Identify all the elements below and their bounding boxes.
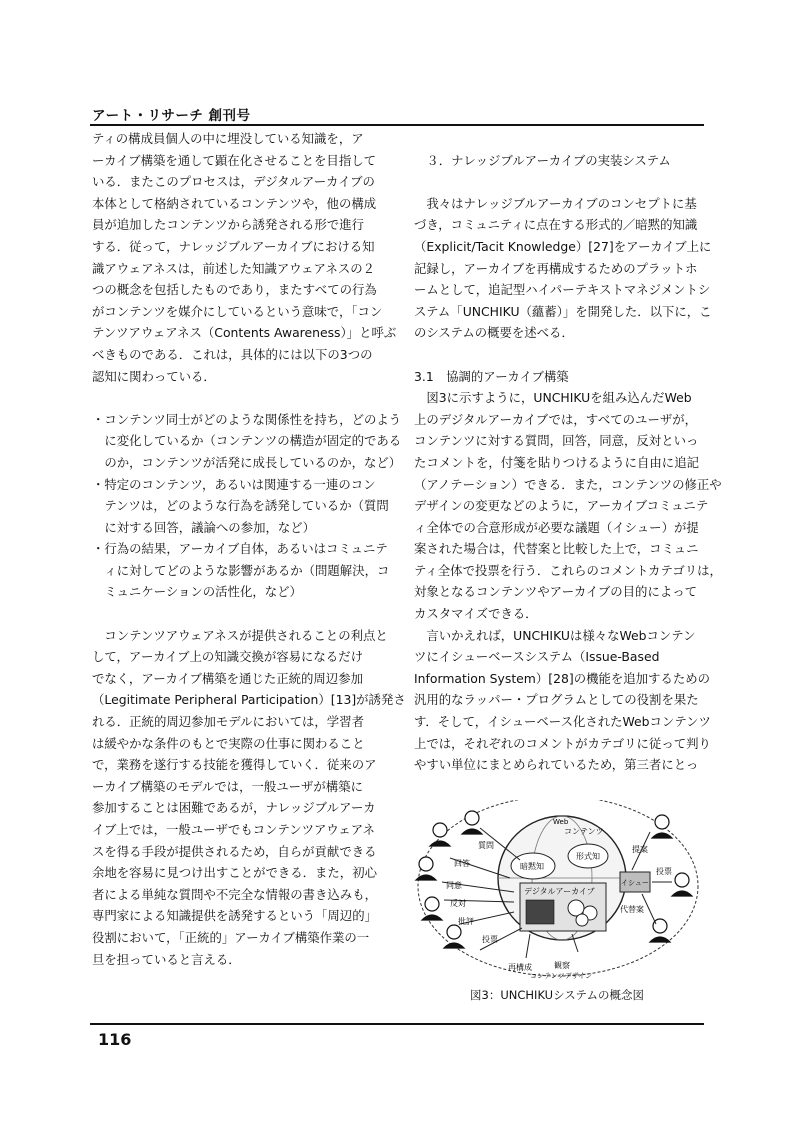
text-line: [414, 171, 706, 193]
text-line: カスタマイズできる．: [414, 606, 538, 622]
text-line: 認知に関わっている．: [92, 368, 216, 384]
footer-rule: [90, 1023, 704, 1025]
right-column: [414, 128, 722, 776]
text-line: 役割において，「正統的」アーカイブ構築作業の一: [92, 929, 370, 945]
text-line: テンツアウェアネス（Contents Awareness）」と呼ぶ: [92, 325, 397, 341]
label-answer: 回答: [454, 859, 470, 868]
text-line: ・コンテンツ同士がどのような関係性を持ち，どのよう: [92, 411, 402, 427]
text-line: コンテンツアウェアネスが提供されることの利点と: [92, 627, 388, 643]
text-line: ーカイブ構築を通して顕在化させることを目指して: [92, 152, 376, 168]
text-line: [92, 387, 388, 409]
text-line: （Explicit/Tacit Knowledge）[27]をアーカイブ上に: [414, 238, 712, 254]
concept-diagram: [410, 800, 706, 980]
figure-caption: 図3：UNCHIKUシステムの概念図: [470, 988, 644, 1002]
text-line: ミュニケーションの活性化，など）: [92, 584, 302, 600]
text-line: に対する回答，議論への参加，など）: [92, 519, 316, 535]
user-icons-left: [416, 811, 482, 948]
text-line: に変化しているか（コンテンツの構造が固定的である: [92, 433, 402, 449]
text-line: ームとして，追記型ハイパーテキストマネジメントシ: [414, 282, 711, 298]
text-line: 員が追加したコンテンツから誘発される形で進行: [92, 217, 364, 233]
text-line: のか，コンテンツが活発に成長しているのか，など）: [92, 454, 402, 470]
label-question: 質問: [478, 841, 494, 850]
text-line: 余地を容易に見つけ出すことができる．また，初心: [92, 865, 377, 881]
text-line: （アノテーション）できる．また，コンテンツの修正や: [414, 476, 722, 492]
label-web: Web: [553, 818, 569, 826]
text-line: のシステムの概要を述べる．: [414, 325, 574, 341]
text-line: ィに対してどのような影響があるか（問題解決，コ: [92, 562, 390, 578]
text-line: 図3に示すように，UNCHIKUを組み込んだWeb: [414, 390, 692, 406]
label-content-design: コンテンツデザイン: [530, 972, 593, 980]
text-line: つの概念を包括したものであり，またすべての行為: [92, 282, 377, 298]
text-line: ーカイブ構築のモデルでは，一般ユーザが構築に: [92, 778, 363, 794]
text-line: Information System）[28]の機能を追加するための: [414, 670, 710, 686]
text-line: ・行為の結果，アーカイブ自体，あるいはコミュニテ: [92, 541, 388, 557]
text-line: は緩やかな条件のもとで実際の仕事に関わること: [92, 735, 365, 751]
text-line: スを得る手段が提供されるため，自らが貢献できる: [92, 843, 377, 859]
page-number: 116: [98, 1030, 132, 1049]
label-archive: デジタルアーカイブ: [524, 887, 595, 896]
text-line: 上では，それぞれのコメントがカテゴリに従って判り: [414, 735, 711, 751]
text-line: 言いかえれば，UNCHIKUは様々なWebコンテン: [414, 627, 696, 643]
text-line: やすい単位にまとめられているため，第三者にとっ: [414, 757, 699, 773]
label-issue: イシュー: [621, 879, 649, 887]
label-tacit: 暗黙知: [520, 862, 544, 871]
figure-unchiku-concept: [410, 800, 706, 980]
text-line: でなく，アーカイブ構築を通じた正統的周辺参加: [92, 670, 363, 686]
label-explicit: 形式知: [576, 852, 600, 861]
text-line: して，アーカイブ上の知識交換が容易になるだけ: [92, 649, 363, 665]
text-line: 本体として格納されているコンテンツや，他の構成: [92, 195, 377, 211]
text-line: 専門家による知識提供を誘発するという「周辺的」: [92, 908, 377, 924]
text-line: テンツは，どのような行為を誘発しているか（質問: [92, 498, 389, 514]
text-line: ティの構成員個人の中に埋没している知識を，ア: [92, 131, 364, 146]
running-header: [90, 104, 704, 126]
user-icons-right: [650, 815, 692, 942]
label-agree: 同意: [446, 881, 462, 890]
text-line: （Legitimate Peripheral Participation）[13]が誘発さ: [92, 692, 406, 708]
text-line: 者による単純な質問や不完全な情報の書き込みも，: [92, 886, 377, 902]
label-vote-left: 投票: [482, 935, 498, 944]
text-line: ツにイシューベースシステム（Issue-Based: [414, 649, 660, 665]
text-line: で，業務を遂行する技能を獲得していく．従来のア: [92, 757, 377, 773]
text-line: 我々はナレッジブルアーカイブのコンセプトに基: [414, 195, 697, 211]
text-line: ィ全体での合意形成が必要な議題（イシュー）が提: [414, 519, 699, 535]
label-oppose: 反対: [450, 899, 466, 908]
text-line: 旦を担っていると言える．: [92, 951, 241, 967]
text-line: [414, 128, 706, 150]
text-line: づき，コミュニティに点在する形式的／暗黙的知識: [414, 217, 698, 233]
label-browse: 観察: [554, 961, 570, 970]
text-line: がコンテンツを媒介にしているという意味で，「コン: [92, 303, 383, 319]
text-line: べきものである．これは，具体的には以下の3つの: [92, 346, 373, 362]
text-line: 対象となるコンテンツやアーカイブの目的によって: [414, 584, 698, 600]
label-criticism: 批評: [458, 917, 474, 926]
text-line: ステム「UNCHIKU（蘊蓄）」を開発した．以下に，こ: [414, 303, 712, 319]
text-line: す．そして，イシューベース化されたWebコンテンツ: [414, 714, 711, 730]
text-line: いる．またこのプロセスは，デジタルアーカイブの: [92, 174, 375, 190]
journal-title: アート・リサーチ 創刊号: [92, 108, 251, 124]
text-line: たコメントを，付箋を貼りつけるように自由に追記: [414, 454, 699, 470]
text-line: 案された場合は，代替案と比較した上で，コミュニ: [414, 541, 699, 557]
label-contents: コンテンツ: [564, 827, 604, 836]
text-line: 参加することは困難であるが，ナレッジブルアーカ: [92, 800, 376, 816]
text-line: コンテンツに対する質問，回答，同意，反対といっ: [414, 433, 699, 449]
text-line: イブ上では，一般ユーザでもコンテンツアウェアネ: [92, 822, 376, 837]
text-line: れる．正統的周辺参加モデルにおいては，学習者: [92, 714, 364, 730]
text-line: ・特定のコンテンツ，あるいは関連する一連のコン: [92, 476, 376, 492]
label-reconstruct: 再構成: [508, 963, 532, 972]
text-line: 記録し，アーカイブを再構成するためのプラットホ: [414, 260, 698, 276]
label-alternative: 代替案: [620, 905, 644, 914]
text-line: 3.1 協調的アーカイブ構築: [414, 368, 569, 384]
text-line: 上のデジタルアーカイブでは，すべてのユーザが，: [414, 411, 698, 427]
text-line: [414, 344, 706, 366]
left-column: [92, 128, 406, 970]
text-line: する．従って，ナレッジブルアーカイブにおける知: [92, 238, 375, 254]
text-line: [92, 603, 388, 625]
text-line: 識アウェアネスは，前述した知識アウェアネスの２: [92, 260, 375, 276]
text-line: ３．ナレッジブルアーカイブの実装システム: [414, 152, 671, 168]
text-line: ティ全体で投票を行う．これらのコメントカテゴリは，: [414, 562, 722, 578]
label-vote-right: 投票: [656, 867, 672, 876]
label-proposal: 提案: [632, 845, 648, 854]
text-line: デザインの変更などのように，アーカイブコミュニテ: [414, 498, 709, 514]
text-line: 汎用的なラッパー・プログラムとしての役割を果た: [414, 692, 699, 708]
